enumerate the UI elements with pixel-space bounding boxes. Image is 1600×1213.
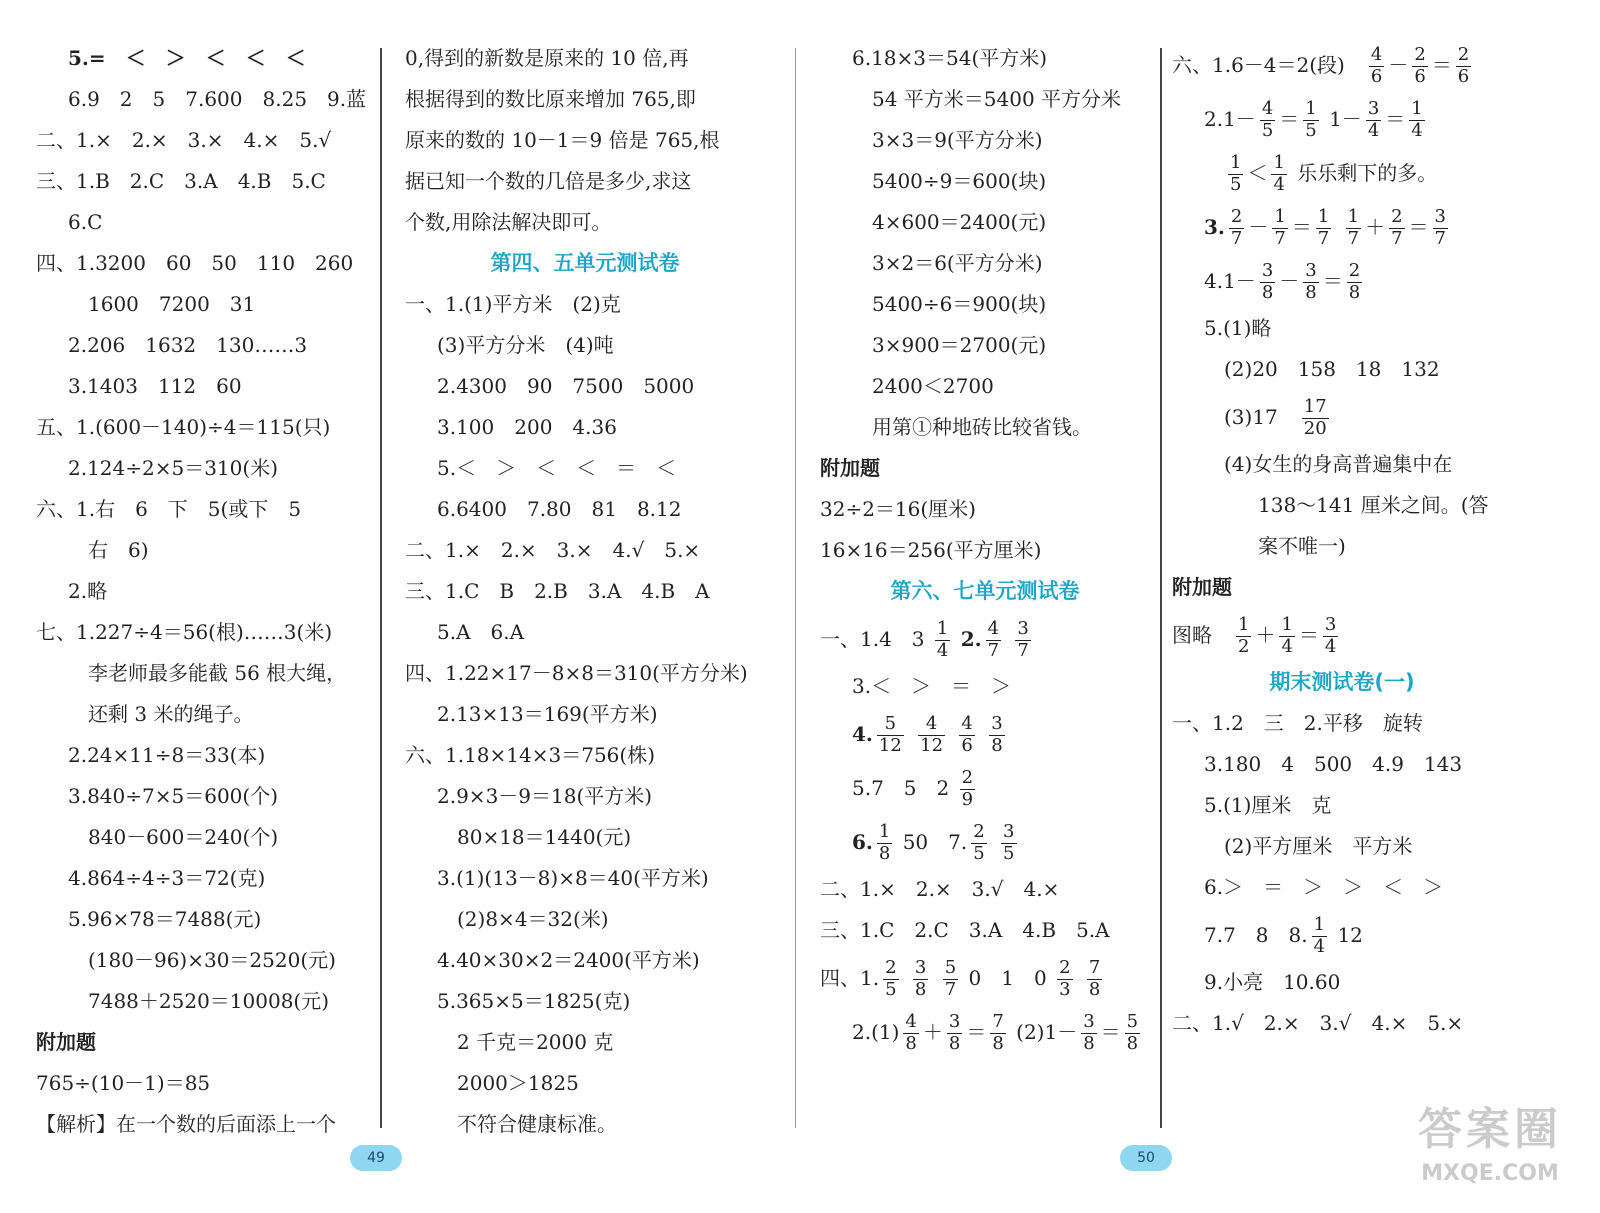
fraction: $\frac{1}{4}$ (1411, 98, 1423, 141)
fraction: $\frac{2}{3}$ (1059, 957, 1071, 1000)
answer-line: 2.略 (68, 579, 108, 603)
fraction: $\frac{2}{6}$ (1414, 44, 1426, 87)
fraction: $\frac{1}{5}$ (1305, 98, 1317, 141)
answer-line: 3.840÷7×5＝600(个) (68, 784, 278, 808)
answer-column-4 (1172, 38, 1512, 1044)
column-divider (380, 48, 382, 1128)
answer-line: 2.13×13＝169(平方米) (437, 702, 658, 726)
answer-line: 六、1.6－4＝2(段) $\frac{4}{6}$ － $\frac{2}{6}$ ＝ $\frac{2}{6}$ (1172, 44, 1470, 87)
answer-line: 七、1.227÷4＝56(根)……3(米) (36, 620, 333, 644)
answer-line: 4. $\frac{5}{12}$ $\frac{4}{12}$ $\frac{4}{6}$ $\frac{3}{8}$ (852, 713, 1003, 756)
answer-line: 4×600＝2400(元) (872, 210, 1047, 234)
answer-line: 四、1.3200 60 50 110 260 (36, 251, 354, 275)
fraction: $\frac{3}{8}$ (1083, 1011, 1095, 1054)
section-heading: 第六、七单元测试卷 (890, 579, 1080, 603)
fraction: $\frac{2}{7}$ (1230, 206, 1243, 249)
fraction: $\frac{3}{5}$ (1003, 821, 1015, 864)
fraction: $\frac{4}{7}$ (987, 618, 1000, 661)
answer-line: 2.9×3－9＝18(平方米) (437, 784, 653, 808)
answer-line: 用第①种地砖比较省钱。 (872, 415, 1092, 439)
answer-line: 二、1.× 2.× 3.× 4.√ 5.× (405, 538, 701, 562)
fraction: $\frac{4}{5}$ (1261, 98, 1274, 141)
fraction: $\frac{17}{20}$ (1303, 396, 1327, 439)
answer-line: 2.4300 90 7500 5000 (437, 374, 695, 398)
fraction: $\frac{3}{4}$ (1367, 98, 1380, 141)
answer-line: 六、1.右 6 下 5(或下 5 (36, 497, 302, 521)
answer-line: 四、1. $\frac{2}{5}$ $\frac{3}{8}$ $\frac{5}{7}$ 0 1 0 $\frac{2}{3}$ $\frac{7}{8}$ (820, 957, 1101, 1000)
answer-line: 根据得到的数比原来增加 765,即 (405, 87, 696, 111)
answer-line: 6.＞ ＝ ＞ ＞ ＜ ＞ (1204, 875, 1444, 899)
fraction: $\frac{2}{6}$ (1457, 44, 1470, 87)
answer-line: 3.(1)(13－8)×8＝40(平方米) (437, 866, 709, 890)
fraction: $\frac{3}{8}$ (914, 957, 927, 1000)
answer-line: (4)女生的身高普遍集中在 (1224, 452, 1453, 476)
fraction: $\frac{3}{8}$ (1305, 260, 1317, 303)
answer-line: (2)20 158 18 132 (1224, 357, 1440, 381)
answer-line: 1600 7200 31 (88, 292, 256, 316)
answer-line: $\frac{1}{5}$ ＜ $\frac{1}{4}$ 乐乐剩下的多。 (1230, 152, 1438, 195)
answer-line: 3×3＝9(平方分米) (872, 128, 1043, 152)
answer-line: 一、1.4 3 $\frac{1}{4}$ 2. $\frac{4}{7}$ $\frac{3}{7}$ (820, 618, 1029, 661)
fraction: $\frac{1}{4}$ (1281, 614, 1293, 657)
answer-line: 3.1403 112 60 (68, 374, 242, 398)
answer-line: 一、1.(1)平方米 (2)克 (405, 292, 621, 316)
fraction: $\frac{1}{4}$ (936, 618, 949, 661)
answer-line: 图略 $\frac{1}{2}$ ＋ $\frac{1}{4}$ ＝ $\frac{3}{4}$ (1172, 614, 1337, 657)
answer-line: 840－600＝240(个) (88, 825, 279, 849)
answer-line: 5.= ＜ ＞ ＜ ＜ ＜ (68, 46, 306, 70)
answer-line: 32÷2＝16(厘米) (820, 497, 976, 521)
column-divider (1160, 48, 1162, 1128)
answer-line: 4.40×30×2＝2400(平方米) (437, 948, 700, 972)
fraction: $\frac{2}{9}$ (961, 767, 974, 810)
answer-line: (180－96)×30＝2520(元) (88, 948, 336, 972)
answer-line: 5.(1)厘米 克 (1204, 793, 1332, 817)
answer-line: 5.(1)略 (1204, 316, 1272, 340)
answer-column-3 (820, 38, 1150, 1059)
answer-line: 二、1.× 2.× 3.× 4.× 5.√ (36, 128, 332, 152)
answer-line: 不符合健康标准。 (457, 1112, 617, 1136)
answer-line: 据已知一个数的几倍是多少,求这 (405, 169, 692, 193)
answer-line: 5.96×78＝7488(元) (68, 907, 262, 931)
fraction: $\frac{4}{12}$ (920, 713, 944, 756)
answer-line: 2000＞1825 (457, 1071, 579, 1095)
answer-line: 2400＜2700 (872, 374, 994, 398)
section-heading: 第四、五单元测试卷 (490, 251, 680, 275)
answer-line: 3.100 200 4.36 (437, 415, 617, 439)
fraction: $\frac{1}{4}$ (1273, 152, 1285, 195)
fraction: $\frac{3}{7}$ (1434, 206, 1446, 249)
answer-line: 5.7 5 2 $\frac{2}{9}$ (852, 767, 974, 810)
page-number-right: 50 (1120, 1145, 1172, 1171)
answer-line: 5.＜ ＞ ＜ ＜ ＝ ＜ (437, 456, 677, 480)
fraction: $\frac{4}{6}$ (1370, 44, 1383, 87)
fraction: $\frac{4}{8}$ (905, 1011, 917, 1054)
fraction: $\frac{5}{7}$ (944, 957, 957, 1000)
answer-line: 80×18＝1440(元) (457, 825, 632, 849)
answer-line: 6. $\frac{1}{8}$ 50 7. $\frac{2}{5}$ $\frac{3}{5}$ (852, 821, 1015, 864)
answer-line: 3.＜ ＞ ＝ ＞ (852, 674, 1012, 698)
answer-line: 六、1.18×14×3＝756(株) (405, 743, 655, 767)
fraction: $\frac{7}{8}$ (1088, 957, 1101, 1000)
fraction: $\frac{1}{5}$ (1230, 152, 1242, 195)
fraction: $\frac{3}{8}$ (948, 1011, 961, 1054)
bonus-heading: 附加题 (36, 1030, 96, 1054)
fraction: $\frac{1}{8}$ (878, 821, 891, 864)
bonus-heading: 附加题 (820, 456, 880, 480)
fraction: $\frac{5}{8}$ (1126, 1011, 1139, 1054)
answer-line: 4.864÷4÷3＝72(克) (68, 866, 266, 890)
answer-line: (2)8×4＝32(米) (457, 907, 609, 931)
fraction: $\frac{3}{8}$ (1261, 260, 1274, 303)
answer-line: 三、1.C B 2.B 3.A 4.B A (405, 579, 710, 603)
answer-line: 5.A 6.A (437, 620, 525, 644)
answer-line: 2 千克＝2000 克 (457, 1030, 614, 1054)
answer-line: 6.6400 7.80 81 8.12 (437, 497, 682, 521)
section-heading: 期末测试卷(一) (1269, 670, 1415, 694)
answer-line: 0,得到的新数是原来的 10 倍,再 (405, 46, 689, 70)
fraction: $\frac{2}{5}$ (885, 957, 897, 1000)
fraction: $\frac{1}{7}$ (1274, 206, 1286, 249)
fraction: $\frac{1}{7}$ (1317, 206, 1330, 249)
answer-line: 5.365×5＝1825(克) (437, 989, 631, 1013)
answer-line: 3×2＝6(平方分米) (872, 251, 1043, 275)
answer-line: (3)平方分米 (4)吨 (437, 333, 614, 357)
page-number-left: 49 (350, 1145, 402, 1171)
answer-line: 二、1.× 2.× 3.√ 4.× (820, 877, 1060, 901)
fraction: $\frac{2}{8}$ (1348, 260, 1361, 303)
answer-line: 3.180 4 500 4.9 143 (1204, 752, 1463, 776)
answer-line: 【解析】在一个数的后面添上一个 (36, 1112, 336, 1136)
answer-line: 2.124÷2×5＝310(米) (68, 456, 278, 480)
answer-line: 5400÷9＝600(块) (872, 169, 1047, 193)
answer-line: (2)平方厘米 平方米 (1224, 834, 1413, 858)
fraction: $\frac{5}{12}$ (878, 713, 902, 756)
answer-line: 三、1.C 2.C 3.A 4.B 5.A (820, 918, 1110, 942)
fraction: $\frac{2}{7}$ (1391, 206, 1403, 249)
answer-line: 4.1－ $\frac{3}{8}$ － $\frac{3}{8}$ ＝ $\frac{2}{8}$ (1204, 260, 1361, 303)
answer-line: (3)17 $\frac{17}{20}$ (1224, 396, 1327, 439)
answer-line: 李老师最多能截 56 根大绳， (88, 661, 347, 685)
watermark-url: MXQE.COM (1421, 1161, 1559, 1186)
fraction: $\frac{3}{7}$ (1017, 618, 1029, 661)
answer-line: 6.18×3＝54(平方米) (852, 46, 1048, 70)
fraction: $\frac{1}{4}$ (1313, 914, 1326, 957)
fraction: $\frac{4}{6}$ (961, 713, 973, 756)
answer-line: 7.7 8 8. $\frac{1}{4}$ 12 (1204, 914, 1363, 957)
answer-line: 原来的数的 10－1＝9 倍是 765,根 (405, 128, 720, 152)
answer-line: 2.24×11÷8＝33(本) (68, 743, 266, 767)
answer-line: 2.206 1632 130……3 (68, 333, 308, 357)
answer-line: 个数,用除法解决即可。 (405, 210, 612, 234)
answer-line: 2.(1) $\frac{4}{8}$ ＋ $\frac{3}{8}$ ＝ $\frac{7}{8}$ (2)1－ $\frac{3}{8}$ ＝ $\frac{5}{8}$ (852, 1011, 1139, 1054)
answer-line: 案不唯一) (1258, 534, 1346, 558)
page-divider (795, 48, 796, 1128)
answer-line: 6.C (68, 210, 103, 234)
answer-line: 右 6) (88, 538, 149, 562)
answer-line: 765÷(10－1)＝85 (36, 1071, 211, 1095)
answer-line: 一、1.2 三 2.平移 旋转 (1172, 711, 1423, 735)
answer-line: 7488＋2520＝10008(元) (88, 989, 330, 1013)
answer-line: 2.1－ $\frac{4}{5}$ ＝ $\frac{1}{5}$ 1－ $\frac{3}{4}$ ＝ $\frac{1}{4}$ (1204, 98, 1423, 141)
answer-line: 6.9 2 5 7.600 8.25 9.蓝 (68, 87, 367, 111)
answer-line: 5400÷6＝900(块) (872, 292, 1047, 316)
fraction: $\frac{1}{2}$ (1238, 614, 1250, 657)
answer-line: 54 平方米＝5400 平方分米 (872, 87, 1122, 111)
answer-line: 16×16＝256(平方厘米) (820, 538, 1042, 562)
bonus-heading: 附加题 (1172, 575, 1232, 599)
fraction: $\frac{3}{8}$ (991, 713, 1003, 756)
watermark-logo-text: 答案圈 (1418, 1104, 1562, 1155)
answer-line: 9.小亮 10.60 (1204, 970, 1341, 994)
answer-line: 三、1.B 2.C 3.A 4.B 5.C (36, 169, 326, 193)
answer-line: 四、1.22×17－8×8＝310(平方分米) (405, 661, 748, 685)
answer-line: 3×900＝2700(元) (872, 333, 1047, 357)
fraction: $\frac{3}{4}$ (1324, 614, 1337, 657)
answer-column-2 (405, 38, 765, 1145)
answer-column-1 (36, 38, 371, 1145)
fraction: $\frac{1}{7}$ (1347, 206, 1360, 249)
answer-line: 还剩 3 米的绳子。 (88, 702, 254, 726)
answer-line: 二、1.√ 2.× 3.√ 4.× 5.× (1172, 1011, 1464, 1035)
fraction: $\frac{2}{5}$ (973, 821, 985, 864)
watermark-logo (1390, 1100, 1590, 1200)
answer-line: 五、1.(600－140)÷4＝115(只) (36, 415, 331, 439)
answer-line: 3. $\frac{2}{7}$ － $\frac{1}{7}$ ＝ $\frac{1}{7}$ $\frac{1}{7}$ ＋ $\frac{2}{7}$ ＝ $\frac{3}{7}$ (1204, 206, 1446, 249)
fraction: $\frac{7}{8}$ (992, 1011, 1004, 1054)
answer-line: 138～141 厘米之间。(答 (1258, 493, 1489, 517)
